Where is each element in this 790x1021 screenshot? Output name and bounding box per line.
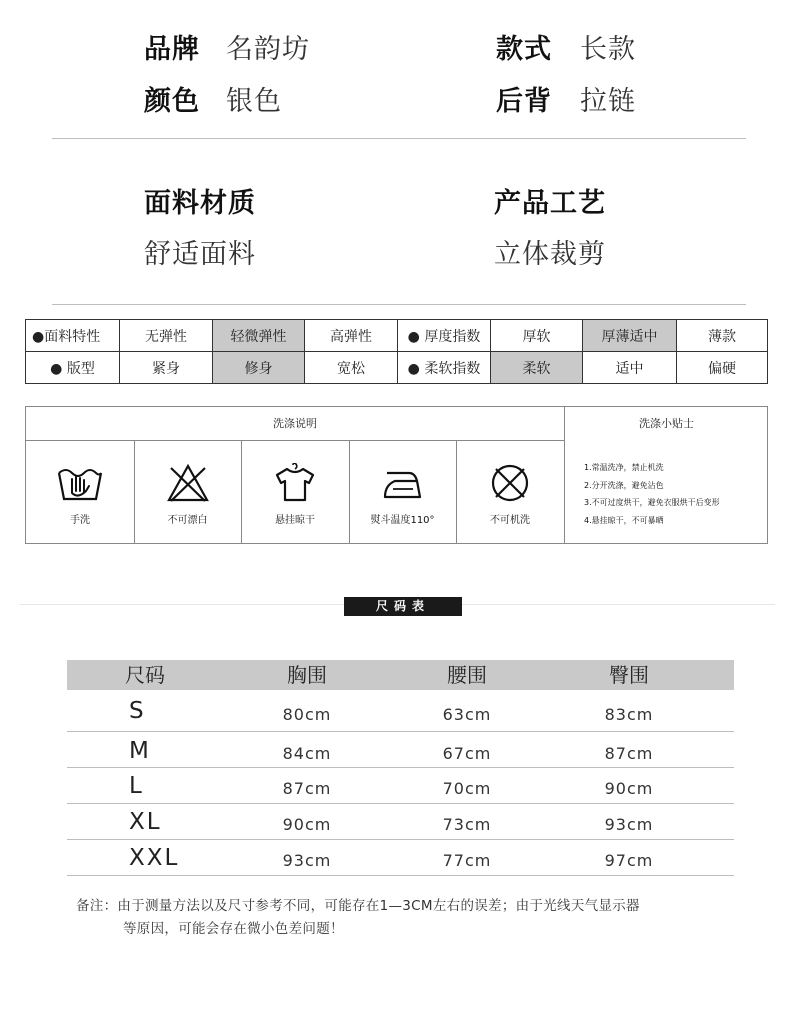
property-cell-selected: 修身 bbox=[213, 352, 305, 384]
size-cell: S bbox=[129, 698, 146, 724]
property-cell: 厚软 bbox=[491, 320, 583, 352]
property-cell-selected: 柔软 bbox=[491, 352, 583, 384]
color-label: 颜色 bbox=[144, 86, 200, 117]
fabric-label: 面料材质 bbox=[144, 188, 256, 219]
header-waist: 腰围 bbox=[447, 663, 487, 687]
table-row bbox=[67, 840, 734, 876]
iron-icon bbox=[381, 463, 425, 503]
chest-cell: 87cm bbox=[282, 779, 332, 798]
tip-item: 3.不可过度烘干，避免衣服烘干后变形 bbox=[584, 498, 720, 507]
divider bbox=[52, 138, 746, 139]
property-cell: 薄款 bbox=[677, 320, 768, 352]
property-cell: 宽松 bbox=[305, 352, 398, 384]
fabric-value: 舒适面料 bbox=[144, 239, 256, 270]
chest-cell: 93cm bbox=[282, 851, 332, 870]
header-hip: 臀围 bbox=[609, 663, 649, 687]
table-row bbox=[67, 696, 734, 732]
waist-cell: 63cm bbox=[442, 705, 492, 724]
hip-cell: 83cm bbox=[604, 705, 654, 724]
tip-item: 2.分开洗涤，避免沾色 bbox=[584, 480, 664, 490]
header-chest: 胸围 bbox=[287, 663, 327, 687]
chest-cell: 80cm bbox=[282, 705, 332, 724]
divider bbox=[67, 875, 734, 876]
fit-label: ● 版型 bbox=[26, 352, 120, 384]
hand-wash-icon bbox=[56, 463, 104, 503]
table-row bbox=[26, 352, 768, 384]
hip-cell: 90cm bbox=[604, 779, 654, 798]
no-bleach-icon bbox=[166, 463, 210, 503]
wash-item bbox=[456, 441, 564, 544]
waist-cell: 67cm bbox=[442, 744, 492, 763]
thickness-label: ● 厚度指数 bbox=[398, 320, 491, 352]
no-machine-wash-icon bbox=[488, 463, 532, 503]
property-cell: 无弹性 bbox=[120, 320, 213, 352]
wash-label: 悬挂晾干 bbox=[275, 515, 315, 526]
property-cell: 适中 bbox=[583, 352, 677, 384]
chest-cell: 84cm bbox=[282, 744, 332, 763]
waist-cell: 70cm bbox=[442, 779, 492, 798]
size-cell: XL bbox=[129, 809, 162, 835]
note-line-2: 等原因，可能会存在微小色差问题！ bbox=[123, 921, 344, 937]
wash-item bbox=[349, 441, 456, 544]
property-table bbox=[25, 319, 768, 384]
tip-item: 4.悬挂晾干，不可暴晒 bbox=[584, 515, 664, 525]
property-cell-selected: 厚薄适中 bbox=[583, 320, 677, 352]
size-table-header bbox=[67, 660, 734, 690]
divider bbox=[52, 304, 746, 305]
hip-cell: 93cm bbox=[604, 815, 654, 834]
craft-label: 产品工艺 bbox=[494, 188, 606, 219]
note-line-1: 备注：由于测量方法以及尺寸参考不同，可能存在1—3CM左右的误差；由于光线天气显示器 bbox=[76, 898, 640, 914]
color-value: 银色 bbox=[226, 86, 282, 117]
size-cell: M bbox=[129, 738, 151, 764]
brand-value: 名韵坊 bbox=[226, 34, 310, 65]
divider bbox=[564, 407, 565, 543]
hang-dry-icon bbox=[273, 463, 317, 503]
washing-instructions bbox=[25, 406, 768, 544]
table-row bbox=[67, 768, 734, 804]
table-row bbox=[67, 732, 734, 768]
wash-label: 手洗 bbox=[70, 515, 90, 526]
wash-item bbox=[26, 441, 134, 544]
softness-label: ● 柔软指数 bbox=[398, 352, 491, 384]
size-chart-title: 尺码表 bbox=[344, 597, 462, 616]
washing-tips-title: 洗涤小贴士 bbox=[639, 417, 694, 430]
back-value: 拉链 bbox=[580, 86, 636, 117]
fabric-property-label: ●面料特性 bbox=[26, 320, 120, 352]
property-cell-selected: 轻微弹性 bbox=[213, 320, 305, 352]
washing-title: 洗涤说明 bbox=[273, 417, 317, 430]
wash-label: 不可机洗 bbox=[490, 515, 530, 526]
property-cell: 紧身 bbox=[120, 352, 213, 384]
wash-item bbox=[134, 441, 241, 544]
wash-label: 熨斗温度110° bbox=[370, 515, 435, 526]
wash-item bbox=[241, 441, 349, 544]
hip-cell: 97cm bbox=[604, 851, 654, 870]
property-cell: 高弹性 bbox=[305, 320, 398, 352]
size-cell: XXL bbox=[129, 845, 180, 871]
brand-label: 品牌 bbox=[144, 34, 200, 65]
waist-cell: 73cm bbox=[442, 815, 492, 834]
tip-item: 1.常温洗净，禁止机洗 bbox=[584, 463, 664, 472]
craft-value: 立体裁剪 bbox=[494, 239, 606, 270]
washing-tips bbox=[584, 459, 720, 529]
table-row bbox=[26, 320, 768, 352]
hip-cell: 87cm bbox=[604, 744, 654, 763]
style-value: 长款 bbox=[580, 34, 636, 65]
property-cell: 偏硬 bbox=[677, 352, 768, 384]
chest-cell: 90cm bbox=[282, 815, 332, 834]
size-cell: L bbox=[129, 773, 144, 799]
table-row bbox=[67, 804, 734, 840]
wash-label: 不可漂白 bbox=[167, 515, 208, 526]
style-label: 款式 bbox=[496, 34, 552, 65]
header-size: 尺码 bbox=[125, 663, 165, 687]
waist-cell: 77cm bbox=[442, 851, 492, 870]
back-label: 后背 bbox=[496, 86, 552, 117]
